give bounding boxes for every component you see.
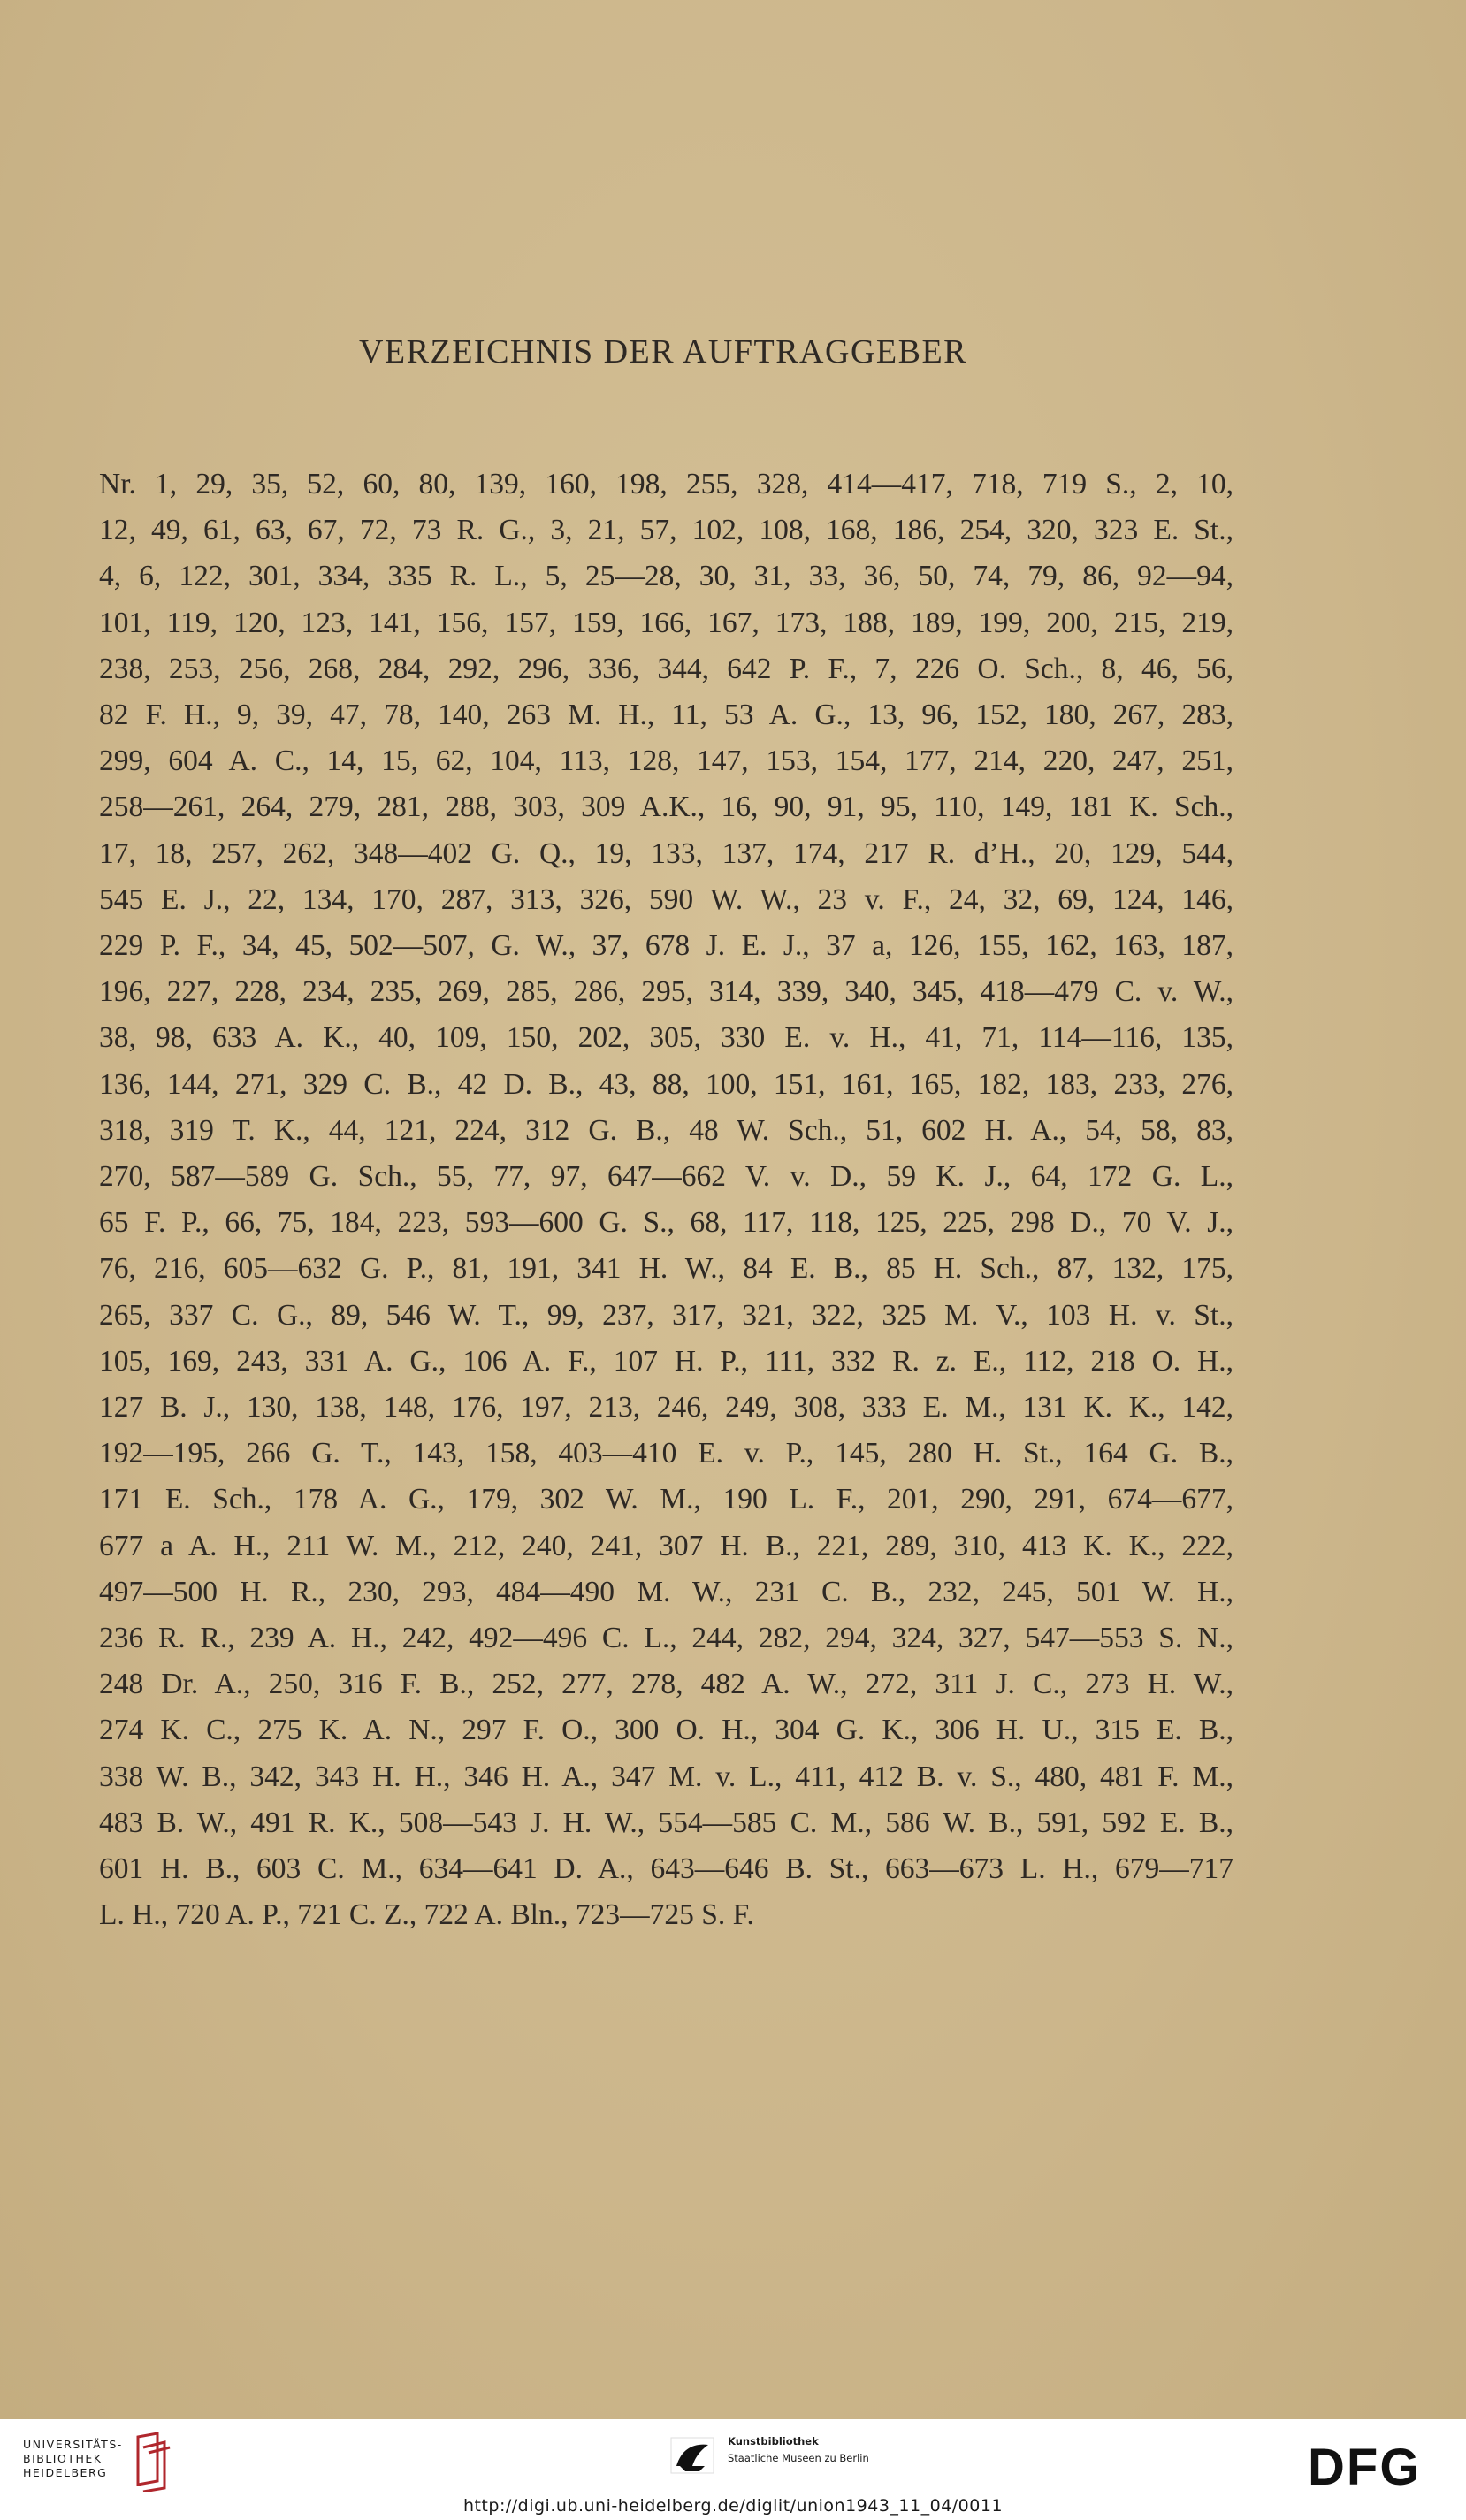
kunstbibliothek-logo-text (728, 2433, 869, 2467)
text-line: 258—261, 264, 279, 281, 288, 303, 309 A.K., 16, 90, 91, 95, 110, 149, 181 K. Sch., (99, 790, 1233, 824)
text-line: 497—500 H. R., 230, 293, 484—490 M. W., 231 C. B., 232, 245, 501 W. H., (99, 1575, 1233, 1608)
ub-line-1: UNIVERSITÄTS- (23, 2438, 123, 2451)
text-line: 136, 144, 271, 329 C. B., 42 D. B., 43, 88, 100, 151, 161, 165, 182, 183, 233, 276, (99, 1067, 1233, 1101)
text-line: 192—195, 266 G. T., 143, 158, 403—410 E. v. P., 145, 280 H. St., 164 G. B., (99, 1437, 1233, 1470)
text-line: 4, 6, 122, 301, 334, 335 R. L., 5, 25—28, 30, 31, 33, 36, 50, 74, 79, 86, 92—94, (99, 560, 1233, 593)
ub-line-2: BIBLIOTHEK (23, 2452, 103, 2465)
text-line: 299, 604 A. C., 14, 15, 62, 104, 113, 128, 147, 153, 154, 177, 214, 220, 247, 251, (99, 745, 1233, 778)
text-line: 483 B. W., 491 R. K., 508—543 J. H. W., 554—585 C. M., 586 W. B., 591, 592 E. B., (99, 1806, 1233, 1839)
text-line: 238, 253, 256, 268, 284, 292, 296, 336, 344, 642 P. F., 7, 226 O. Sch., 8, 46, 56, (99, 652, 1233, 685)
text-line: 248 Dr. A., 250, 316 F. B., 252, 277, 278, 482 A. W., 272, 311 J. C., 273 H. W., (99, 1668, 1233, 1701)
text-line: 101, 119, 120, 123, 141, 156, 157, 159, 166, 167, 173, 188, 189, 199, 200, 215, 219, (99, 606, 1233, 639)
dfg-logo[interactable] (1304, 2440, 1446, 2492)
text-line: 105, 169, 243, 331 A. G., 106 A. F., 107 H. P., 111, 332 R. z. E., 112, 218 O. H., (99, 1344, 1233, 1378)
text-line: 17, 18, 257, 262, 348—402 G. Q., 19, 133, 137, 174, 217 R. d’H., 20, 129, 544, (99, 836, 1233, 870)
text-line: 12, 49, 61, 63, 67, 72, 73 R. G., 3, 21, 57, 102, 108, 168, 186, 254, 320, 323 E. St., (99, 514, 1233, 547)
text-line: 270, 587—589 G. Sch., 55, 77, 97, 647—662 V. v. D., 59 K. J., 64, 172 G. L., (99, 1160, 1233, 1194)
ub-heidelberg-logo-text[interactable] (23, 2438, 123, 2480)
text-line: Nr. 1, 29, 35, 52, 60, 80, 139, 160, 198, 255, 328, 414—417, 718, 719 S., 2, 10, (99, 468, 1233, 500)
ub-line-3: HEIDELBERG (23, 2466, 108, 2479)
text-line: 171 E. Sch., 178 A. G., 179, 302 W. M., 190 L. F., 201, 290, 291, 674—677, (99, 1483, 1233, 1516)
text-line: 65 F. P., 66, 75, 184, 223, 593—600 G. S., 68, 117, 118, 125, 225, 298 D., 70 V. J., (99, 1206, 1233, 1240)
page-title: VERZEICHNIS DER AUFTRAGGEBER (358, 333, 968, 370)
ub-heidelberg-logo-icon[interactable] (131, 2430, 175, 2492)
text-line: 677 a A. H., 211 W. M., 212, 240, 241, 307 H. B., 221, 289, 310, 413 K. K., 222, (99, 1529, 1233, 1562)
text-line: 274 K. C., 275 K. A. N., 297 F. O., 300 O. H., 304 G. K., 306 H. U., 315 E. B., (99, 1714, 1233, 1747)
text-line: 82 F. H., 9, 39, 47, 78, 140, 263 M. H., 11, 53 A. G., 13, 96, 152, 180, 267, 283, (99, 699, 1233, 732)
text-line: L. H., 720 A. P., 721 C. Z., 722 A. Bln., 723—725 S. F. (99, 1898, 754, 1932)
text-line: 265, 337 C. G., 89, 546 W. T., 99, 237, 317, 321, 322, 325 M. V., 103 H. v. St., (99, 1298, 1233, 1332)
text-line: 338 W. B., 342, 343 H. H., 346 H. A., 347 M. v. L., 411, 412 B. v. S., 480, 481 F. M., (99, 1760, 1233, 1793)
client-index-text (99, 462, 1233, 1939)
text-line: 229 P. F., 34, 45, 502—507, G. W., 37, 678 J. E. J., 37 a, 126, 155, 162, 163, 187, (99, 929, 1233, 963)
kb-sub: Staatliche Museen zu Berlin (728, 2452, 869, 2464)
text-line: 196, 227, 228, 234, 235, 269, 285, 286, 295, 314, 339, 340, 345, 418—479 C. v. W., (99, 975, 1233, 1009)
text-line: 236 R. R., 239 A. H., 242, 492—496 C. L., 244, 282, 294, 324, 327, 547—553 S. N., (99, 1622, 1233, 1655)
text-line: 38, 98, 633 A. K., 40, 109, 150, 202, 305, 330 E. v. H., 41, 71, 114—116, 135, (99, 1021, 1233, 1055)
kb-name: Kunstbibliothek (728, 2435, 819, 2447)
text-line: 318, 319 T. K., 44, 121, 224, 312 G. B., 48 W. Sch., 51, 602 H. A., 54, 58, 83, (99, 1113, 1233, 1147)
text-line: 76, 216, 605—632 G. P., 81, 191, 341 H. W., 84 E. B., 85 H. Sch., 87, 132, 175, (99, 1252, 1233, 1286)
kunstbibliothek-logo-icon[interactable] (669, 2436, 715, 2475)
dfg-logo-text: DFG (1308, 2440, 1422, 2492)
text-line: 127 B. J., 130, 138, 148, 176, 197, 213, 246, 249, 308, 333 E. M., 131 K. K., 142, (99, 1391, 1233, 1424)
text-line: 545 E. J., 22, 134, 170, 287, 313, 326, 590 W. W., 23 v. F., 24, 32, 69, 124, 146, (99, 882, 1233, 916)
text-line: 601 H. B., 603 C. M., 634—641 D. A., 643—646 B. St., 663—673 L. H., 679—717 (99, 1852, 1233, 1886)
page-url[interactable]: http://digi.ub.uni-heidelberg.de/diglit/union1943_11_04/0011 (462, 2496, 1004, 2516)
